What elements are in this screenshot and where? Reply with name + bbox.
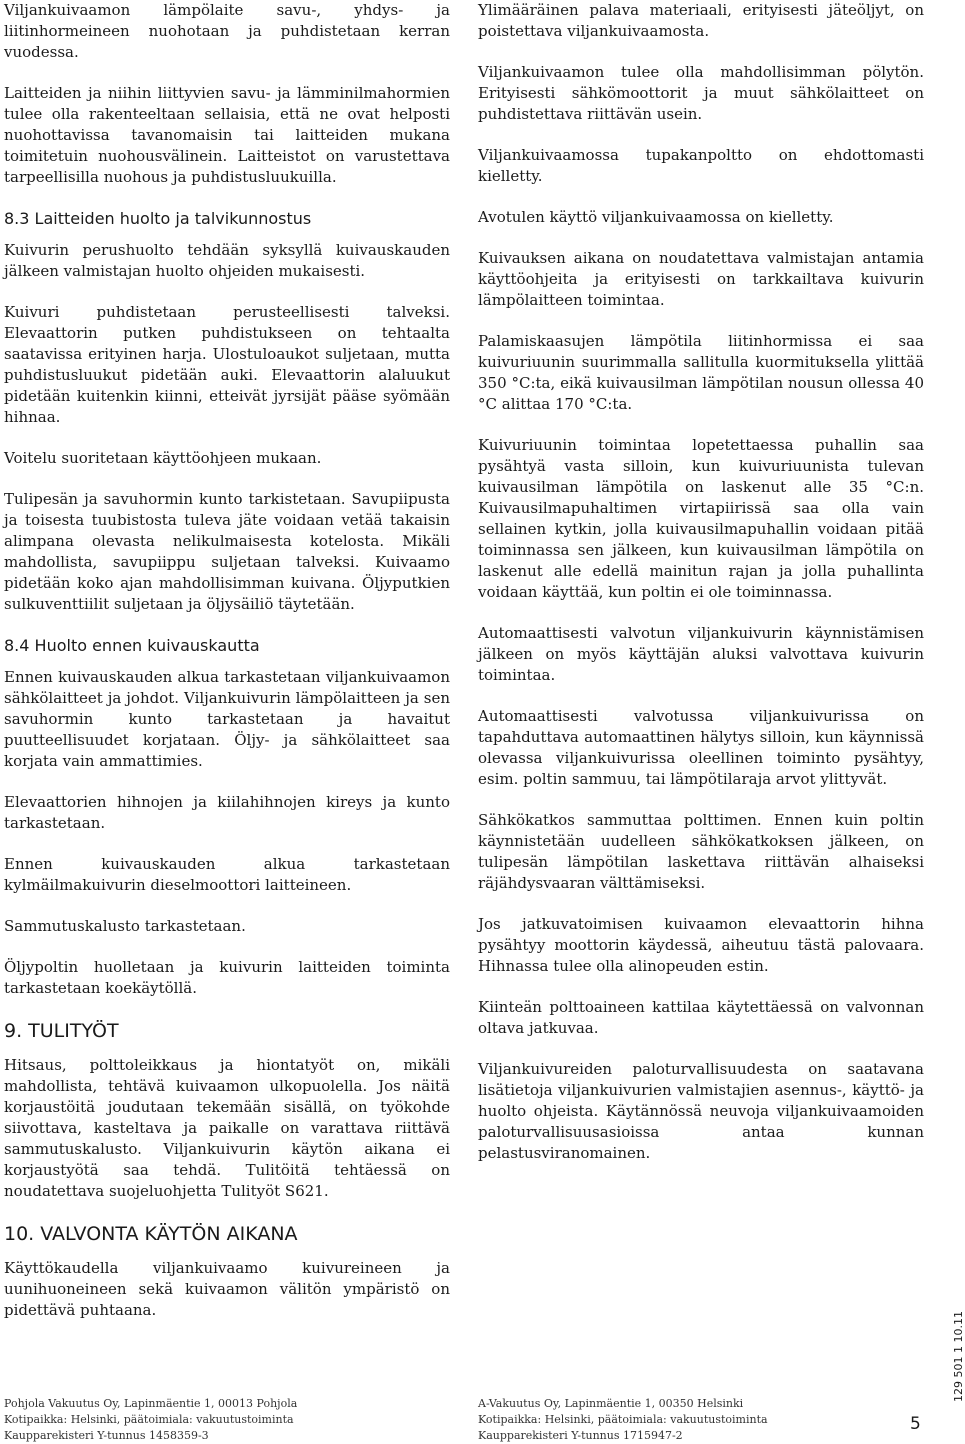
paragraph-flue-gas: Palamiskaasujen lämpötila liitinhormissa ei saa kuivuriuunin suurimmalla sallitulla kuormituksella ylittää 350 °C:ta, eikä kuivausilman lämpötilan nousun ollessa 40 °C alittaa 170 °C:ta.	[478, 332, 924, 413]
right-column	[478, 0, 924, 1184]
paragraph-fire-safety: Viljankuivureiden paloturvallisuudesta on saatavana lisätietoja viljankuivurien valmistajien asennus-, käyttö- ja huolto ohjeista. Käytännössä neuvoja viljankuivaamoiden paloturvallisuusasioissa antaa kunnan pelastusviranomainen.	[478, 1060, 924, 1162]
footer-pohjola-business-id: Kaupparekisteri Y-tunnus 1458359-3	[4, 1429, 209, 1442]
paragraph-open-fire: Avotulen käyttö viljankuivaamossa on kielletty.	[478, 208, 834, 226]
paragraph-chimney-sweeping: Viljankuivaamon lämpölaite savu-, yhdys- ja liitinhormeineen nuohotaan ja puhdistetaan kerran vuodessa.	[4, 1, 450, 61]
heading-8-3: 8.3 Laitteiden huolto ja talvikunnostus	[4, 209, 312, 228]
page-number: 5	[910, 1414, 921, 1434]
paragraph-lubrication: Voitelu suoritetaan käyttöohjeen mukaan.	[4, 449, 322, 467]
paragraph-auto-start: Automaattisesti valvotun viljankuivurin käynnistämisen jälkeen on myös käyttäjän aluksi valvottava kuivurin toimintaa.	[478, 624, 924, 684]
paragraph-smoking: Viljankuivaamossa tupakanpoltto on ehdottomasti kielletty.	[478, 146, 924, 185]
footer-a-vakuutus-business-id: Kaupparekisteri Y-tunnus 1715947-2	[478, 1429, 683, 1442]
paragraph-winter-cleaning: Kuivuri puhdistetaan perusteellisesti talveksi. Elevaattorin putken puhdistukseen on tehtaalta saatavissa erityinen harja. Ulostuloaukot suljetaan, mutta puhdistusluukut pidetään auki. Elevaattorin alaluukut pidetään kuitenkin kiinni, etteivät jyrsijät pääse syömään hihnaa.	[4, 303, 450, 426]
paragraph-solid-fuel: Kiinteän polttoaineen kattilaa käytettäessä on valvonnan oltava jatkuvaa.	[478, 998, 924, 1037]
heading-9: 9. TULITYÖT	[4, 1020, 119, 1042]
paragraph-auto-alarm: Automaattisesti valvotussa viljankuivurissa on tapahduttava automaattinen hälytys silloin, kun käynnissä olevassa viljankuivurissa oleellinen toiminto pysähtyy, esim. poltin sammuu, tai lämpötilaraja arvot ylittyvät.	[478, 707, 924, 788]
print-code: 129 501 1 10.11	[952, 1311, 965, 1402]
footer-a-vakuutus-domicile: Kotipaikka: Helsinki, päätoimiala: vakuutustoiminta	[478, 1413, 768, 1426]
paragraph-cooling-dryer: Ennen kuivauskauden alkua tarkastetaan kylmäilmakuivurin dieselmoottori laitteineen.	[4, 855, 450, 894]
heading-8-4: 8.4 Huolto ennen kuivauskautta	[4, 636, 260, 655]
paragraph-combustible: Ylimääräinen palava materiaali, erityisesti jäteöljyt, on poistettava viljankuivaamosta.	[478, 1, 924, 40]
paragraph-oil-burner: Öljypoltin huolletaan ja kuivurin laitteiden toiminta tarkastetaan koekäytöllä.	[4, 958, 450, 997]
paragraph-fire-chamber: Tulipesän ja savuhormin kunto tarkistetaan. Savupiipusta ja toisesta tuubistosta tuleva jäte voidaan vetää takaisin alimpana olevasta nelikulmaisesta kotelosta. Mikäli mahdollista, savupiippu suljetaan talveksi. Kuivaamo pidetään koko ajan mahdollisimman kuivana. Öljyputkien sulkuventtiilit suljetaan ja öljysäiliö täytetään.	[4, 490, 450, 613]
paragraph-hot-work: Hitsaus, polttoleikkaus ja hiontatyöt on, mikäli mahdollista, tehtävä kuivaamon ulkopuolella. Jos näitä korjaustöitä joudutaan tekemään sisällä, on työkohde siivottava, kasteltava ja paikalle on varattava riittävä sammutuskalusto. Viljankuivurin käytön aikana ei korjaustyötä saa tehdä. Tulitöitä tehtäessä on noudatettava suojeluohjetta Tulityöt S621.	[4, 1056, 450, 1200]
paragraph-flue-structures: Laitteiden ja niihin liittyvien savu- ja lämminilmahormien tulee olla rakenteeltaan sellaisia, että ne ovat helposti nuohottavissa tavanomaisin tai laitteiden mukana toimitetuin nuohousvälinein. Laitteistot on varustettava tarpeellisilla nuohous ja puhdistusluukuilla.	[4, 84, 450, 186]
paragraph-extinguishing: Sammutuskalusto tarkastetaan.	[4, 917, 246, 935]
footer-a-vakuutus-address: A-Vakuutus Oy, Lapinmäentie 1, 00350 Helsinki	[478, 1397, 744, 1410]
paragraph-stopping: Kuivuriuunin toimintaa lopetettaessa puhallin saa pysähtyä vasta silloin, kun kuivuriuunista tulevan kuivausilman lämpötila on laskenut alle 35 °C:n. Kuivausilmapuhaltimen virtapiirissä saa olla vain sellainen kytkin, jolla kuivausilmapuhallin voidaan pitää toiminnassa sen jälkeen, kun kuivausilman lämpötila on laskenut alle edellä mainitun rajan ja jolla puhallinta voidaan käyttää, kun poltin ei ole toiminnassa.	[478, 436, 924, 601]
heading-10: 10. VALVONTA KÄYTÖN AIKANA	[4, 1223, 298, 1245]
footer-pohjola-domicile: Kotipaikka: Helsinki, päätoimiala: vakuutustoiminta	[4, 1413, 294, 1426]
paragraph-surroundings: Käyttökaudella viljankuivaamo kuivureineen ja uunihuoneineen sekä kuivaamon välitön ympäristö on pidettävä puhtaana.	[4, 1259, 450, 1319]
footer-a-vakuutus	[478, 1396, 768, 1444]
footer-pohjola-address: Pohjola Vakuutus Oy, Lapinmäentie 1, 00013 Pohjola	[4, 1397, 298, 1410]
footer-pohjola	[4, 1396, 297, 1444]
left-column	[4, 0, 450, 1341]
paragraph-power-cut: Sähkökatkos sammuttaa polttimen. Ennen kuin poltin käynnistetään uudelleen sähkökatkoksen jälkeen, on tulipesän lämpötilan laskettava riittävän alhaiseksi räjähdysvaaran välttämiseksi.	[478, 811, 924, 892]
paragraph-belt-slip: Jos jatkuvatoimisen kuivaamon elevaattorin hihna pysähtyy moottorin käydessä, aiheutuu tästä palovaara. Hihnassa tulee olla alinopeuden estin.	[478, 915, 924, 975]
paragraph-before-season: Ennen kuivauskauden alkua tarkastetaan viljankuivaamon sähkölaitteet ja johdot. Viljankuivurin lämpölaitteen ja sen savuhormin kunto tarkastetaan ja havaitut puutteellisuudet korjataan. Öljy- ja sähkölaitteet saa korjata vain ammattimies.	[4, 668, 450, 770]
paragraph-dust: Viljankuivaamon tulee olla mahdollisimman pölytön. Erityisesti sähkömoottorit ja muut sähkölaitteet on puhdistettava riittävän usein.	[478, 63, 924, 123]
paragraph-elevator-belts: Elevaattorien hihnojen ja kiilahihnojen kireys ja kunto tarkastetaan.	[4, 793, 450, 832]
paragraph-basic-service: Kuivurin perushuolto tehdään syksyllä kuivauskauden jälkeen valmistajan huolto ohjeiden mukaisesti.	[4, 241, 450, 280]
paragraph-instructions: Kuivauksen aikana on noudatettava valmistajan antamia käyttöohjeita ja erityisesti on tarkkailtava kuivurin lämpölaitteen toimintaa.	[478, 249, 924, 309]
